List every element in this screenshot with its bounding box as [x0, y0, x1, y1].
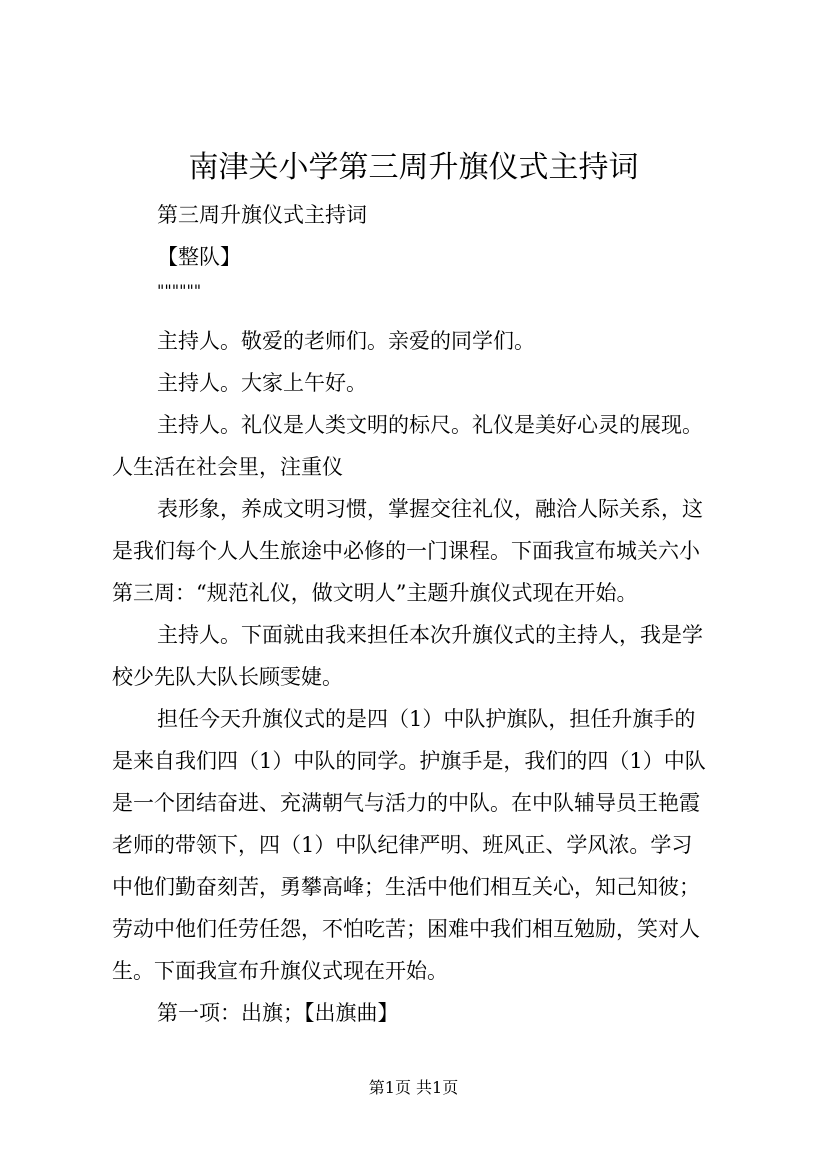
paragraph-line: 第三周：“规范礼仪，做文明人”主题升旗仪式现在开始。 [112, 581, 638, 605]
paragraph-flag-team [112, 698, 742, 992]
paragraph-line: 劳动中他们任劳任怨，不怕吃苦；困难中我们相互勉励，笑对人 [112, 917, 700, 941]
paragraph-line: 是我们每个人人生旅途中必修的一门课程。下面我宣布城关六小 [112, 539, 700, 563]
paragraph-line: 主持人。敬爱的老师们。亲爱的同学们。 [157, 329, 535, 353]
paragraph-etiquette [112, 404, 742, 488]
paragraph-line: 主持人。下面就由我来担任本次升旗仪式的主持人，我是学 [157, 623, 703, 647]
quote-marks: """""" [157, 281, 202, 300]
paragraph-line: 担任今天升旗仪式的是四（1）中队护旗队，担任升旗手的 [157, 707, 696, 731]
paragraph-line: 表形象，养成文明习惯，掌握交往礼仪，融洽人际关系，这 [157, 497, 703, 521]
paragraph-line: 主持人。礼仪是人类文明的标尺。礼仪是美好心灵的展现。 [157, 413, 703, 437]
paragraph-line: 第一项：出旗；【出旗曲】 [157, 1001, 399, 1025]
paragraph-line: 是一个团结奋进、充满朝气与活力的中队。在中队辅导员王艳霞 [112, 791, 700, 815]
paragraph-line: 主持人。大家上午好。 [157, 371, 367, 395]
paragraph-line: 校少先队大队长顾雯婕。 [112, 665, 343, 689]
paragraph-line: 中他们勤奋刻苦，勇攀高峰；生活中他们相互关心，知己知彼； [112, 875, 700, 899]
document-title: 南津关小学第三周升旗仪式主持词 [188, 150, 639, 185]
paragraph-line: 老师的带领下，四（1）中队纪律严明、班风正、学风浓。学习 [112, 833, 693, 857]
paragraph-greeting [112, 320, 742, 362]
subtitle: 第三周升旗仪式主持词 [157, 203, 367, 227]
page-footer: 第1页 共1页 [368, 1078, 459, 1097]
paragraph-announcement [112, 488, 742, 614]
paragraph-line: 生。下面我宣布升旗仪式现在开始。 [112, 959, 448, 983]
paragraph-first-item [112, 992, 742, 1034]
paragraph-line: 是来自我们四（1）中队的同学。护旗手是，我们的四（1）中队 [112, 749, 706, 773]
section-heading: 【整队】 [157, 245, 241, 269]
paragraph-host-intro [112, 614, 742, 698]
paragraph-good-morning [112, 362, 742, 404]
paragraph-line: 人生活在社会里，注重仪 [112, 455, 343, 479]
